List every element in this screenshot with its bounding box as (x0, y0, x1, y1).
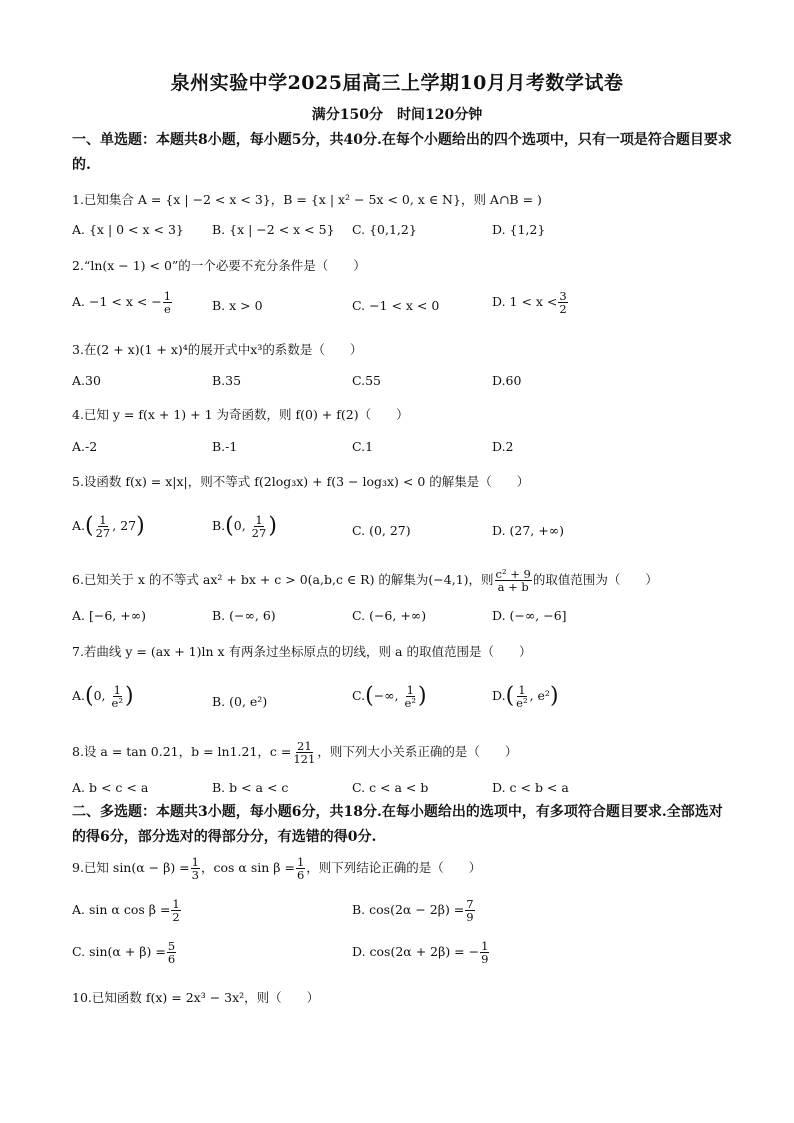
fraction-numerator: c² + 9 (495, 567, 531, 581)
q8-stem-fraction (292, 740, 316, 765)
fraction-numerator: 7 (466, 897, 474, 911)
q2-option-c: C. −1 < x < 0 (352, 298, 440, 313)
fraction-denominator: e² (111, 696, 123, 711)
q4-option-a: A.-2 (72, 439, 98, 454)
q8-option-c: C. c < a < b (352, 780, 429, 795)
q6-option-a: A. [−6, +∞) (72, 608, 146, 623)
fraction-numerator: 1 (255, 513, 263, 527)
q3-option-a: A.30 (72, 373, 101, 388)
q4-option-c: C.1 (352, 439, 374, 454)
q9-option-a (72, 898, 182, 923)
q1-option-c: C. {0,1,2} (352, 222, 417, 237)
fraction-denominator: 3 (191, 868, 199, 883)
q8-stem-pre: 8.设 a = tan 0.21，b = ln1.21，c = (72, 744, 292, 760)
q9-option-b-fraction (465, 898, 474, 923)
q8-option-a: A. b < c < a (72, 780, 149, 795)
fraction-denominator: 27 (95, 526, 111, 541)
q9-option-b-text: B. cos(2α − 2β) = (352, 902, 465, 918)
question-2-stem: 2.“ln(x − 1) < 0”的一个必要不充分条件是（ ） (72, 258, 366, 273)
q9-option-a-text: A. sin α cos β = (72, 902, 171, 918)
fraction-numerator: 21 (297, 739, 312, 753)
q5-option-b-label: B. (212, 518, 226, 534)
q7-option-a-fraction (111, 684, 124, 709)
q7-option-d (492, 684, 559, 709)
q7-option-c-label: C. (352, 688, 366, 704)
q7-option-a (72, 684, 134, 709)
section-single-choice-header: 一、单选题：本题共8小题，每小题5分，共40分.在每个小题给出的四个选项中，只有一项是符合题目要求的. (72, 132, 732, 173)
q5-option-a-fraction (95, 514, 112, 539)
fraction-numerator: 1 (172, 897, 180, 911)
q5-option-a-label: A. (72, 518, 86, 534)
q7-option-d-label: D. (492, 688, 506, 704)
q2-option-a (72, 290, 173, 315)
q7-option-d-fraction (515, 684, 528, 709)
q5-option-b (212, 514, 277, 539)
fraction-denominator: 9 (481, 952, 489, 967)
fraction-denominator: a + b (497, 580, 529, 595)
question-8-stem (72, 740, 517, 765)
q7-option-a-head: 0, (93, 688, 110, 704)
fraction-numerator: 1 (518, 683, 526, 697)
fraction-denominator: 9 (466, 910, 474, 925)
left-paren: ( (85, 683, 94, 709)
fraction-numerator: 5 (167, 939, 176, 953)
left-paren: ( (85, 513, 94, 539)
q2-option-b: B. x > 0 (212, 298, 263, 313)
q7-option-c-head: −∞, (373, 688, 403, 704)
q2-option-d-fraction (558, 290, 567, 315)
q6-option-b: B. (−∞, 6) (212, 608, 276, 623)
q7-option-a-label: A. (72, 688, 86, 704)
fraction-numerator: 1 (296, 855, 305, 869)
q4-option-b: B.-1 (212, 439, 238, 454)
q1-option-b: B. {x | −2 < x < 5} (212, 222, 335, 237)
q8-option-b: B. b < a < c (212, 780, 289, 795)
page-title: 泉州实验中学2025届高三上学期10月月考数学试卷 (170, 72, 624, 94)
section-multiple-choice-header: 二、多选题：本题共3小题，每小题6分，共18分.在每小题给出的选项中，有多项符合题目要求.全部选对的得6分，部分选对的得部分分，有选错的得0分. (72, 804, 723, 845)
q9-stem-fraction-1 (191, 856, 200, 881)
q5-option-c: C. (0, 27) (352, 523, 411, 538)
q2-option-d (492, 290, 569, 315)
q9-option-c (72, 940, 177, 965)
q3-option-d: D.60 (492, 373, 522, 388)
q2-option-a-fraction (163, 290, 172, 315)
page-subtitle: 满分150分 时间120分钟 (311, 107, 483, 123)
q7-option-c (352, 684, 427, 709)
question-4-stem: 4.已知 y = f(x + 1) + 1 为奇函数，则 f(0) + f(2)（ ） (72, 407, 409, 422)
question-7-stem: 7.若曲线 y = (ax + 1)ln x 有两条过坐标原点的切线，则 a 的取值范围是（ ） (72, 644, 532, 659)
fraction-denominator: 121 (293, 752, 316, 767)
q3-option-c: C.55 (352, 373, 381, 388)
q5-option-b-fraction (251, 514, 268, 539)
q2-option-a-text: A. −1 < x < − (72, 294, 162, 310)
q1-option-a: A. {x | 0 < x < 3} (72, 222, 184, 237)
q9-option-d-text: D. cos(2α + 2β) = − (352, 944, 480, 960)
fraction-denominator: 2 (559, 302, 567, 317)
q9-option-a-fraction (171, 898, 180, 923)
q9-option-d (352, 940, 490, 965)
q6-option-d: D. (−∞, −6] (492, 608, 567, 623)
fraction-denominator: e² (516, 696, 528, 711)
fraction-numerator: 1 (406, 683, 414, 697)
q8-option-d: D. c < b < a (492, 780, 569, 795)
fraction-denominator: e² (404, 696, 416, 711)
q9-stem-fraction-2 (296, 856, 305, 881)
q5-option-d: D. (27, +∞) (492, 523, 565, 538)
question-9-stem (72, 856, 481, 881)
fraction-denominator: 6 (296, 868, 305, 883)
q9-option-b (352, 898, 476, 923)
left-paren: ( (365, 683, 374, 709)
q8-stem-post: ，则下列大小关系正确的是（ ） (317, 744, 518, 760)
q5-option-b-head: 0, (233, 518, 250, 534)
q7-option-b: B. (0, e²) (212, 694, 268, 709)
question-1-stem: 1.已知集合 A = {x | −2 < x < 3}，B = {x | x² − 5x < 0, x ∈ N}，则 A∩B = ) (72, 192, 542, 207)
q9-stem-part1: 9.已知 sin(α − β) = (72, 860, 190, 876)
fraction-numerator: 1 (99, 513, 107, 527)
fraction-numerator: 1 (481, 939, 489, 953)
fraction-numerator: 1 (113, 683, 121, 697)
q6-stem-post: 的取值范围为（ ） (532, 572, 658, 588)
q6-stem-pre: 6.已知关于 x 的不等式 ax² + bx + c > 0(a,b,c ∈ R) 的解集为(−4,1)，则 (72, 572, 494, 588)
fraction-denominator: 27 (251, 526, 267, 541)
q7-option-c-fraction (404, 684, 417, 709)
q5-option-a-tail: , 27 (112, 518, 137, 534)
question-6-stem (72, 568, 658, 593)
fraction-denominator: e (164, 302, 171, 317)
fraction-numerator: 1 (163, 289, 172, 303)
q2-option-d-text: D. 1 < x < (492, 294, 558, 310)
q4-option-d: D.2 (492, 439, 514, 454)
fraction-denominator: 6 (167, 952, 176, 967)
q1-option-d: D. {1,2} (492, 222, 546, 237)
left-paren: ( (505, 683, 515, 709)
right-paren: ) (268, 513, 277, 539)
right-paren: ) (124, 683, 134, 709)
q6-option-c: C. (−6, +∞) (352, 608, 427, 623)
q5-option-a (72, 514, 145, 539)
q6-stem-fraction (495, 568, 532, 593)
question-5-stem: 5.设函数 f(x) = x|x|，则不等式 f(2log₃x) + f(3 − log₃x) < 0 的解集是（ ） (72, 474, 530, 489)
q9-option-c-text: C. sin(α + β) = (72, 944, 166, 960)
q9-stem-part2: ，cos α sin β = (200, 860, 295, 876)
fraction-denominator: 2 (172, 910, 180, 925)
question-10-stem: 10.已知函数 f(x) = 2x³ − 3x²，则（ ） (72, 990, 320, 1005)
fraction-numerator: 1 (191, 855, 199, 869)
right-paren: ) (417, 683, 427, 709)
right-paren: ) (136, 513, 145, 539)
q3-option-b: B.35 (212, 373, 242, 388)
q7-option-d-tail: , e² (529, 688, 550, 704)
right-paren: ) (549, 683, 559, 709)
q9-option-c-fraction (167, 940, 176, 965)
left-paren: ( (225, 513, 234, 539)
q9-option-d-fraction (480, 940, 489, 965)
question-3-stem: 3.在(2 + x)(1 + x)⁴的展开式中x³的系数是（ ） (72, 342, 363, 357)
fraction-numerator: 3 (559, 289, 567, 303)
q9-stem-part3: ，则下列结论正确的是（ ） (306, 860, 482, 876)
